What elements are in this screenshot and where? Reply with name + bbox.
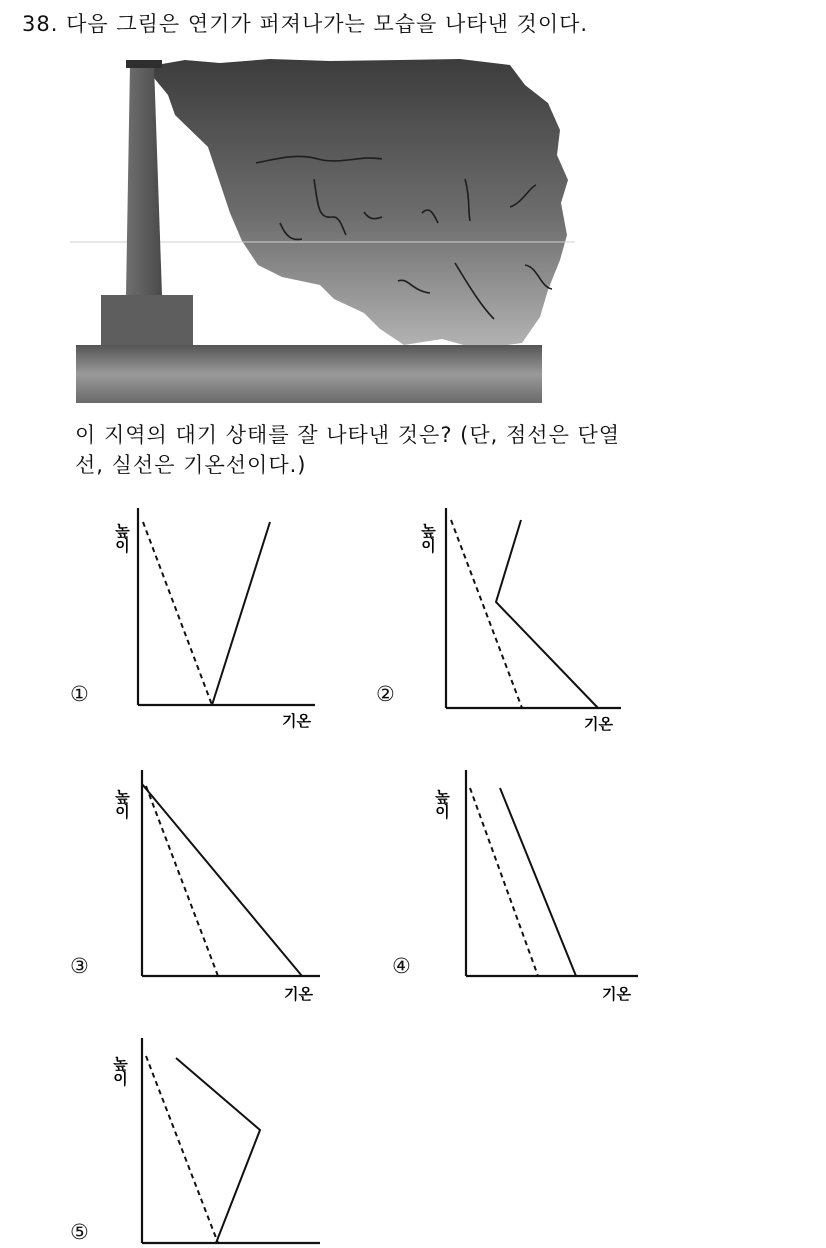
- y-axis-label: 높이: [433, 789, 451, 819]
- temperature-line: [142, 784, 302, 976]
- option-3-marker: ③: [70, 954, 89, 978]
- temperature-line: [212, 522, 270, 705]
- chimney: [126, 65, 162, 295]
- ground: [76, 345, 542, 403]
- option-4-marker: ④: [392, 954, 411, 978]
- smoke-plume: [145, 59, 568, 349]
- adiabat-line: [451, 520, 522, 708]
- temperature-line: [500, 788, 576, 976]
- option-1-graph: [70, 500, 330, 740]
- option-4-graph: [392, 766, 652, 1011]
- temperature-line: [496, 520, 598, 708]
- prompt-line-1: 이 지역의 대기 상태를 잘 나타낸 것은? (단, 점선은 단열: [75, 423, 621, 447]
- option-5[interactable]: [70, 1034, 330, 1248]
- y-axis-label: 높이: [113, 789, 131, 819]
- option-2[interactable]: [376, 500, 636, 740]
- smoke-illustration: [70, 55, 580, 410]
- option-1-marker: ①: [70, 682, 89, 706]
- option-3-graph: [70, 766, 330, 1011]
- x-axis-label: 기온: [584, 715, 613, 733]
- question-title: 38. 다음 그림은 연기가 퍼져나가는 모습을 나타낸 것이다.: [22, 12, 589, 36]
- question-prompt: [75, 420, 755, 480]
- adiabat-line: [146, 786, 218, 976]
- option-1[interactable]: [70, 500, 330, 740]
- adiabat-line: [470, 788, 538, 976]
- y-axis-label: 높이: [113, 523, 131, 553]
- option-2-graph: [376, 500, 636, 740]
- y-axis-label: 높이: [419, 523, 437, 553]
- x-axis-label: 기온: [284, 985, 313, 1003]
- chimney-base: [101, 295, 193, 347]
- option-2-marker: ②: [376, 682, 395, 706]
- option-5-graph: [70, 1034, 330, 1248]
- x-axis-label: 기온: [282, 712, 311, 730]
- option-4[interactable]: [392, 766, 652, 1011]
- adiabat-line: [143, 522, 212, 705]
- option-3[interactable]: [70, 766, 330, 1011]
- temperature-line: [176, 1058, 260, 1243]
- prompt-line-2: 선, 실선은 기온선이다.): [75, 453, 307, 477]
- y-axis-label: 높이: [111, 1056, 129, 1086]
- option-5-marker: ⑤: [70, 1220, 89, 1244]
- x-axis-label: 기온: [602, 985, 631, 1003]
